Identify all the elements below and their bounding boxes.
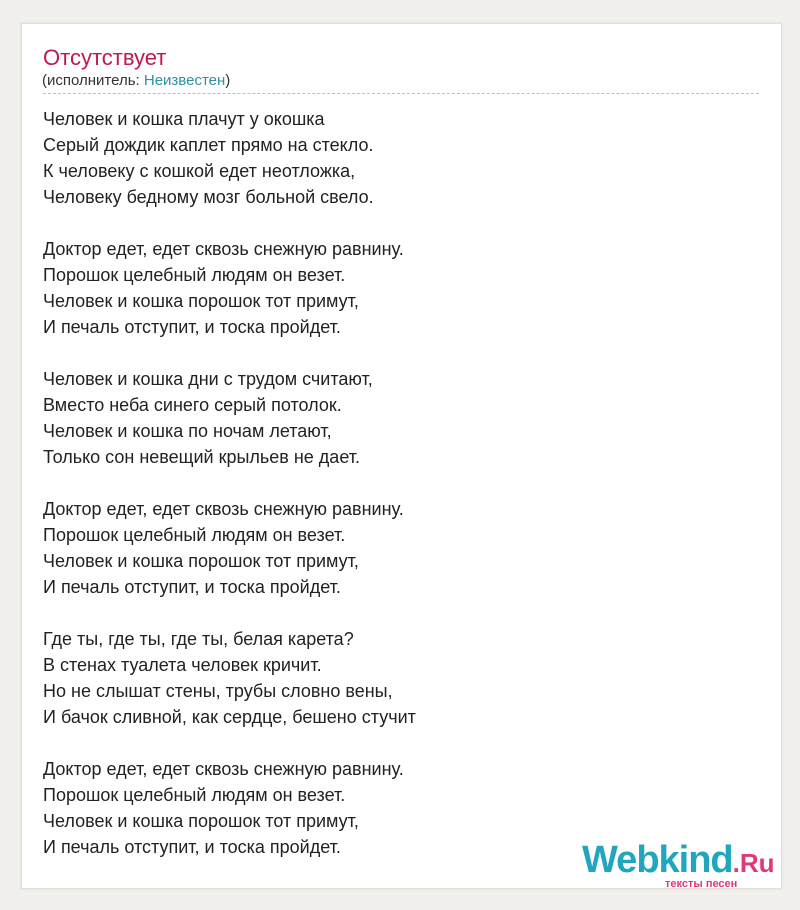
lyric-line: Где ты, где ты, где ты, белая карета? [43, 629, 354, 649]
lyric-line: И печаль отступит, и тоска пройдет. [43, 317, 341, 337]
lyric-line: Только сон невещий крыльев не дает. [43, 447, 360, 467]
webkind-logo[interactable] [582, 840, 782, 890]
stanza [43, 106, 743, 210]
lyric-line: К человеку с кошкой едет неотложка, [43, 161, 356, 181]
lyric-line: Доктор едет, едет сквозь снежную равнину. [43, 499, 404, 519]
lyric-line: Порошок целебный людям он везет. [43, 265, 346, 285]
lyrics-text [43, 106, 743, 886]
song-title: Отсутствует [43, 45, 167, 70]
logo-tagline: тексты песен [665, 878, 738, 890]
lyric-line: Человек и кошка по ночам летают, [43, 421, 332, 441]
stanza [43, 496, 743, 600]
lyric-line: Доктор едет, едет сквозь снежную равнину. [43, 239, 404, 259]
lyric-line: Человеку бедному мозг больной свело. [43, 187, 374, 207]
title-divider [43, 93, 759, 94]
lyrics-card [21, 23, 782, 889]
lyric-line: Человек и кошка порошок тот примут, [43, 811, 359, 831]
lyric-line: В стенах туалета человек кричит. [43, 655, 322, 675]
lyric-line: Человек и кошка дни с трудом считают, [43, 369, 373, 389]
lyric-line: И печаль отступит, и тоска пройдет. [43, 577, 341, 597]
logo-domain-suffix: .Ru [732, 848, 775, 878]
lyric-line: Человек и кошка плачут у окошка [43, 109, 325, 129]
lyric-line: Вместо неба синего серый потолок. [43, 395, 342, 415]
stanza [43, 236, 743, 340]
lyric-line: Серый дождик каплет прямо на стекло. [43, 135, 374, 155]
artist-prefix: (исполнитель: [42, 72, 144, 89]
lyric-line: Но не слышат стены, трубы словно вены, [43, 681, 393, 701]
logo-main-text: Webkind [582, 839, 733, 881]
lyric-line: Человек и кошка порошок тот примут, [43, 291, 359, 311]
lyric-line: И бачок сливной, как сердце, бешено стучит [43, 707, 416, 727]
artist-line [42, 72, 230, 90]
lyric-line: Человек и кошка порошок тот примут, [43, 551, 359, 571]
lyric-line: И печаль отступит, и тоска пройдет. [43, 837, 341, 857]
lyric-line: Доктор едет, едет сквозь снежную равнину. [43, 759, 404, 779]
artist-suffix: ) [225, 72, 231, 89]
lyric-line: Порошок целебный людям он везет. [43, 785, 346, 805]
stanza [43, 366, 743, 470]
lyric-line: Порошок целебный людям он везет. [43, 525, 346, 545]
stanza [43, 626, 743, 730]
artist-link[interactable]: Неизвестен [143, 72, 226, 89]
